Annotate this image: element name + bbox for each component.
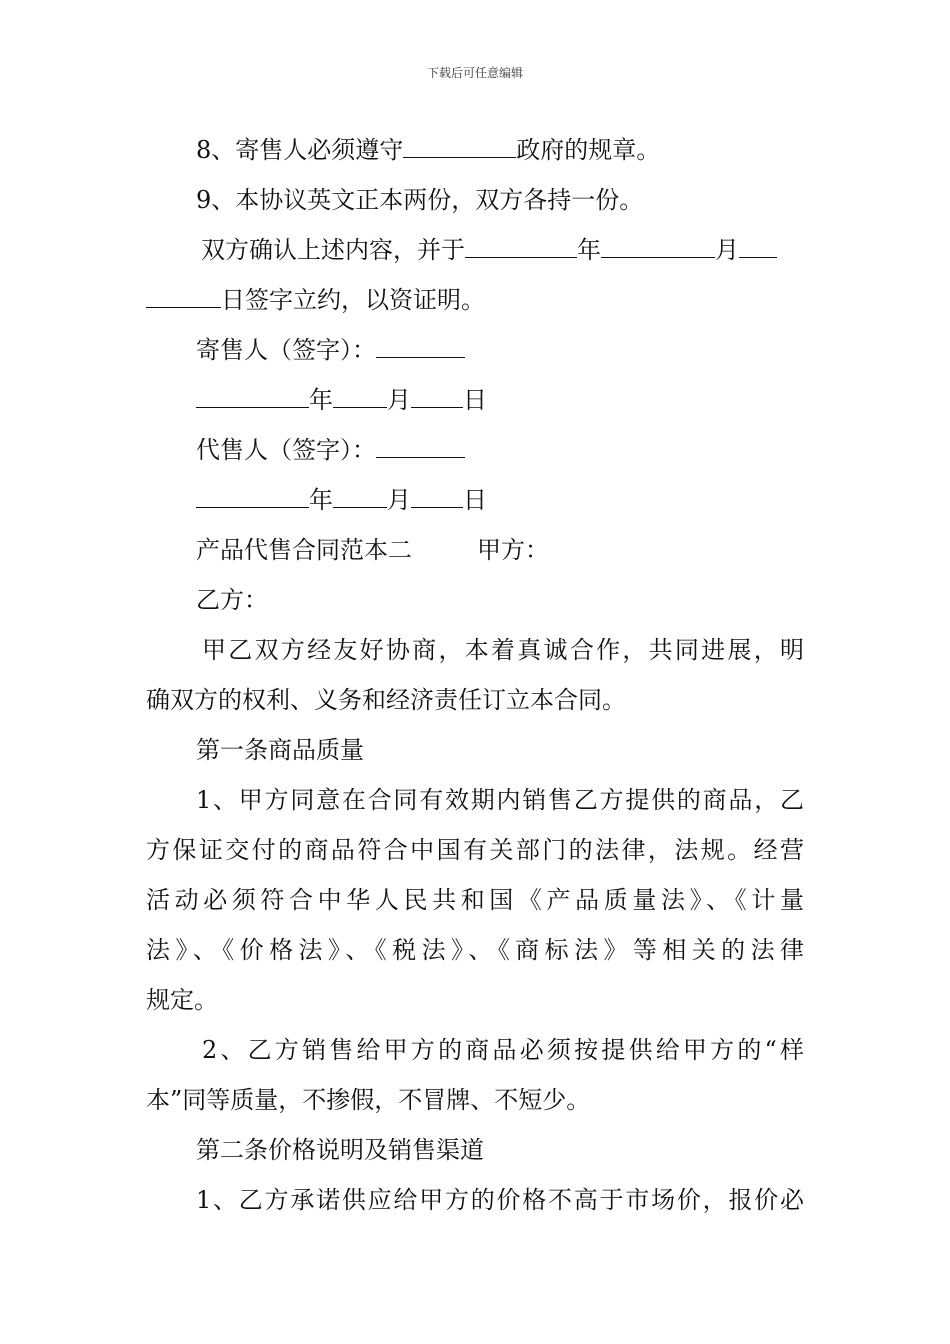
blank-field [601,235,715,258]
para-1-line-5: 规定。 [146,986,218,1014]
blank-field [739,235,777,258]
blank-field [196,485,309,508]
contract-title-2: 产品代售合同范本二 [196,536,412,564]
party-a-label: 甲方： [477,536,549,564]
agent-signature: 代售人（签字）： [196,434,465,466]
intro-line-2: 确双方的权利、义务和经济责任订立本合同。 [146,686,626,714]
para-1-line-3: 活动必须符合中华人民共和国《产品质量法》、《计量 [146,886,804,914]
confirm-line-2: 日签字立约，以资证明。 [146,284,485,316]
confirm-line: 双方确认上述内容，并于 年 月 [201,234,777,266]
intro-line-1: 甲乙双方经友好协商，本着真诚合作，共同进展，明 [202,636,804,664]
consignor-signature: 寄售人（签字）： [196,334,465,366]
signature-blank [376,435,465,458]
para-1-line-1: 1、甲方同意在合同有效期内销售乙方提供的商品，乙 [196,786,804,814]
para-2-line-1: 2、乙方销售给甲方的商品必须按提供给甲方的“样 [202,1036,804,1064]
blank-field [333,385,387,408]
blank-field [333,485,387,508]
article-2-heading: 第二条价格说明及销售渠道 [196,1136,484,1164]
consignor-date: 年 月 日 [196,384,487,416]
para-3-line-1: 1、乙方承诺供应给甲方的价格不高于市场价，报价必 [196,1186,804,1214]
para-1-line-4: 法》、《价格法》、《税法》、《商标法》等相关的法律 [146,936,804,964]
party-b-label: 乙方： [196,586,268,614]
blank-field [411,385,463,408]
agent-date: 年 月 日 [196,484,487,516]
signature-blank [376,335,465,358]
blank-field [403,135,516,158]
page-header: 下载后可任意编辑 [426,66,523,80]
clause-9: 9、本协议英文正本两份，双方各持一份。 [196,186,644,214]
blank-field [411,485,463,508]
blank-field [465,235,577,258]
blank-field [146,285,221,308]
para-2-line-2: 本”同等质量，不掺假，不冒牌、不短少。 [146,1086,591,1114]
clause-8: 8、寄售人必须遵守 政府的规章。 [196,136,661,164]
blank-field [196,385,309,408]
para-1-line-2: 方保证交付的商品符合中国有关部门的法律，法规。经营 [146,836,804,864]
article-1-heading: 第一条商品质量 [196,736,364,764]
